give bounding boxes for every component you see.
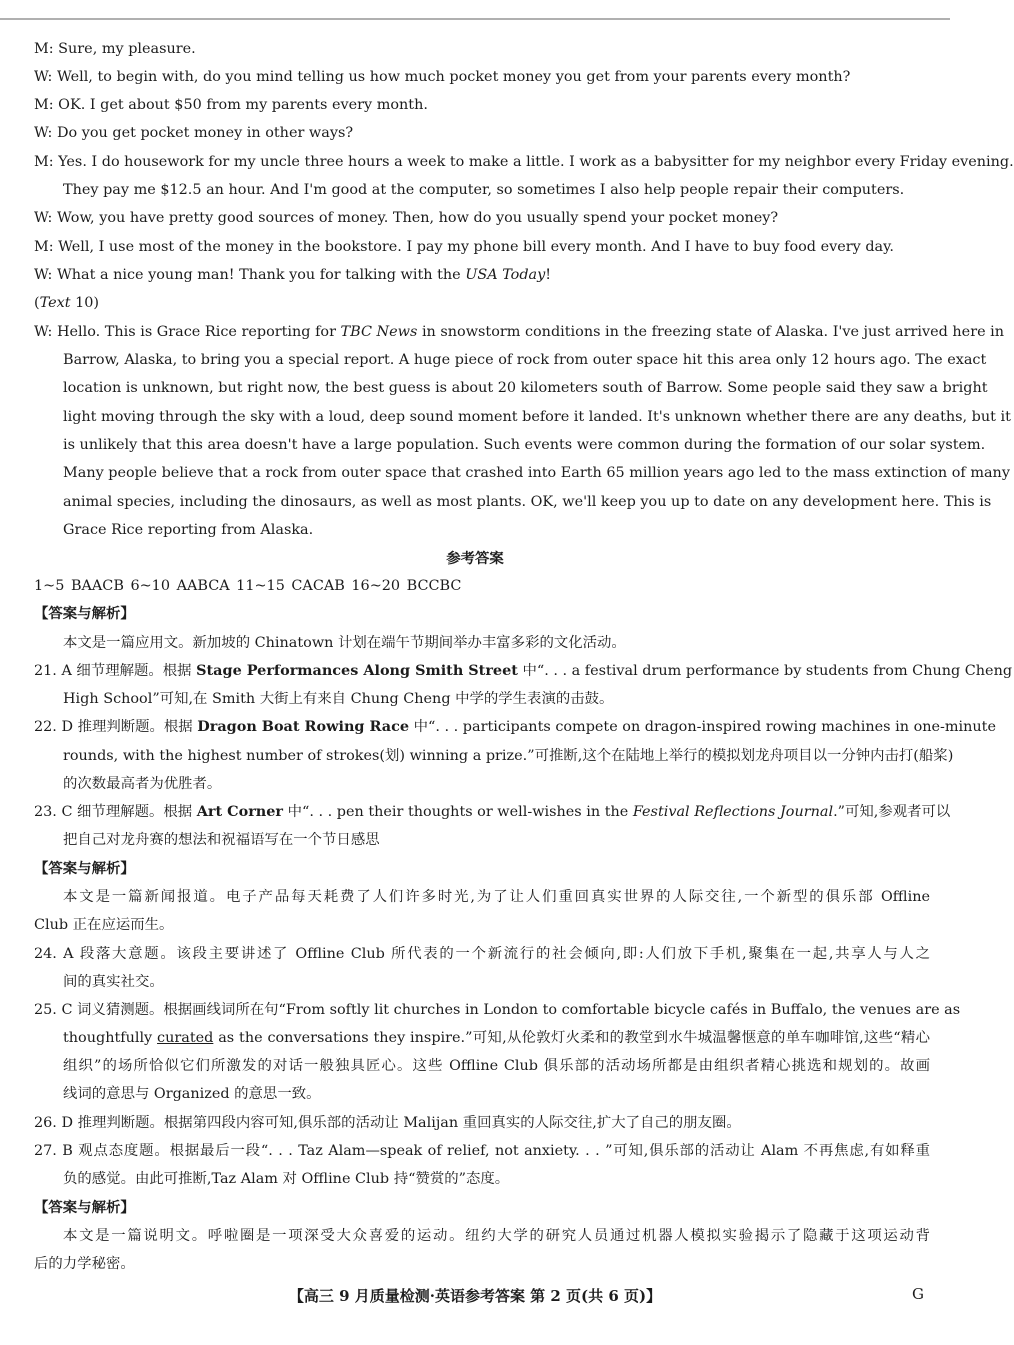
text10-line-2: Barrow, Alaska, to bring you a special report. A huge piece of rock from outer space hit this area only 12 hours ago. The exact bbox=[63, 352, 987, 368]
s2-intro-1: 本文是一篇新闻报道。电子产品每天耗费了人们许多时光,为了让人们重回真实世界的人际交往,一个新型的俱乐部 Offline bbox=[63, 889, 930, 905]
dialogue-line-2: W: Well, to begin with, do you mind telling us how much pocket money you get from your parents every month? bbox=[34, 69, 851, 85]
q22-line-1: 22. D 推理判断题。根据 Dragon Boat Rowing Race 中“. . . participants compete on dragon-inspired rowing machines in one-minute bbox=[34, 718, 996, 735]
text10-line-6: Many people believe that a rock from outer space that crashed into Earth 65 million years ago led to the mass extinction of many bbox=[63, 465, 1010, 481]
q21-line-2: High School”可知,在 Smith 大街上有来自 Chung Cheng 中学的学生表演的击鼓。 bbox=[63, 691, 614, 707]
page-footer: 【高三 9 月质量检测·英语参考答案 第 2 页(共 6 页)】 bbox=[288, 1287, 662, 1305]
dialogue-line-5: M: Yes. I do housework for my uncle three hours a week to make a little. I work as a babysitter for my neighbor every Friday evening. bbox=[34, 154, 1014, 170]
q25-line-3: 组织”的场所恰似它们所激发的对话一般独具匠心。这些 Offline Club 俱乐部的活动场所都是由组织者精心挑选和规划的。故画 bbox=[63, 1058, 930, 1074]
dialogue-line-6: W: Wow, you have pretty good sources of money. Then, how do you usually spend your pocket money? bbox=[34, 210, 779, 226]
top-border bbox=[0, 18, 950, 20]
q23-line-1: 23. C 细节理解题。根据 Art Corner 中“. . . pen their thoughts or well-wishes in the Festival Reflections Journal.”可知,参观者可以 bbox=[34, 803, 951, 820]
s3-intro-1: 本文是一篇说明文。呼啦圈是一项深受大众喜爱的运动。纽约大学的研究人员通过机器人模拟实验揭示了隐藏于这项运动背 bbox=[63, 1228, 930, 1244]
q21-line-1: 21. A 细节理解题。根据 Stage Performances Along Smith Street 中“. . . a festival drum performance by students from Chung Cheng bbox=[34, 662, 1013, 679]
text10-line-7: animal species, including the dinosaurs, as well as most plants. OK, we'll keep you up to date on any development here. This is bbox=[63, 494, 992, 510]
s3-intro-2: 后的力学秘密。 bbox=[34, 1256, 135, 1272]
section-label-3: 【答案与解析】 bbox=[34, 1199, 135, 1216]
dialogue-line-3: M: OK. I get about $50 from my parents every month. bbox=[34, 97, 428, 113]
text10-label: (Text 10) bbox=[34, 295, 100, 311]
section-label-1: 【答案与解析】 bbox=[34, 605, 135, 622]
q26-line-1: 26. D 推理判断题。根据第四段内容可知,俱乐部的活动让 Malijan 重回真实的人际交往,扩大了自己的朋友圈。 bbox=[34, 1115, 741, 1131]
dialogue-line-7: M: Well, I use most of the money in the bookstore. I pay my phone bill every month. And I have to buy food every day. bbox=[34, 239, 894, 255]
dialogue-line-4: W: Do you get pocket money in other ways? bbox=[34, 125, 354, 141]
q27-line-1: 27. B 观点态度题。根据最后一段“. . . Taz Alam—speak of relief, not anxiety. . . ”可知,俱乐部的活动让 Alam 不再焦虑,有如释重 bbox=[34, 1143, 930, 1159]
q25-line-1: 25. C 词义猜测题。根据画线词所在句“From softly lit churches in London to comfortable bicycle cafés in Buffalo, the venues are as bbox=[34, 1002, 961, 1018]
q24-line-1: 24. A 段落大意题。该段主要讲述了 Offline Club 所代表的一个新流行的社会倾向,即:人们放下手机,聚集在一起,共享人与人之 bbox=[34, 946, 930, 962]
dialogue-line-5-cont: They pay me $12.5 an hour. And I'm good at the computer, so sometimes I also help people repair their computers. bbox=[63, 182, 905, 198]
q22-line-3: 的次数最高者为优胜者。 bbox=[63, 776, 222, 792]
footer-code: G bbox=[912, 1285, 924, 1303]
q24-line-2: 间的真实社交。 bbox=[63, 974, 164, 990]
text10-line-4: light moving through the sky with a loud, deep sound moment before it landed. It's unknown whether there are any deaths, but it bbox=[63, 409, 1011, 425]
dialogue-line-8: W: What a nice young man! Thank you for talking with the USA Today! bbox=[34, 267, 552, 283]
text10-line-5: is unlikely that this area doesn't have a large population. Such events were common during the formation of our solar system. bbox=[63, 437, 986, 453]
section-label-2: 【答案与解析】 bbox=[34, 860, 135, 877]
answers-key: 1~5 BAACB 6~10 AABCA 11~15 CACAB 16~20 BCCBC bbox=[34, 578, 462, 594]
s2-intro-2: Club 正在应运而生。 bbox=[34, 917, 174, 933]
q27-line-2: 负的感觉。由此可推断,Taz Alam 对 Offline Club 持“赞赏的”态度。 bbox=[63, 1171, 510, 1187]
text10-line-8: Grace Rice reporting from Alaska. bbox=[63, 522, 314, 538]
s1-intro: 本文是一篇应用文。新加坡的 Chinatown 计划在端午节期间举办丰富多彩的文化活动。 bbox=[63, 635, 626, 651]
dialogue-line-1: M: Sure, my pleasure. bbox=[34, 41, 196, 57]
text10-line-3: location is unknown, but right now, the best guess is about 20 kilometers south of Barrow. Some people said they saw a bright bbox=[63, 380, 988, 396]
q25-line-2: thoughtfully curated as the conversations they inspire.”可知,从伦敦灯火柔和的教堂到水牛城温馨惬意的单车咖啡馆,这些“精心 bbox=[63, 1030, 931, 1046]
q25-line-4: 线词的意思与 Organized 的意思一致。 bbox=[63, 1086, 321, 1102]
q22-line-2: rounds, with the highest number of strokes(划) winning a prize.”可推断,这个在陆地上举行的模拟划龙舟项目以一分钟内击打(船桨) bbox=[63, 748, 954, 764]
answers-title: 参考答案 bbox=[446, 550, 504, 567]
text10-line-1: W: Hello. This is Grace Rice reporting for TBC News in snowstorm conditions in the freezing state of Alaska. I've just arrived here in bbox=[34, 324, 1005, 340]
q23-line-2: 把自己对龙舟赛的想法和祝福语写在一个节日感思 bbox=[63, 832, 380, 848]
